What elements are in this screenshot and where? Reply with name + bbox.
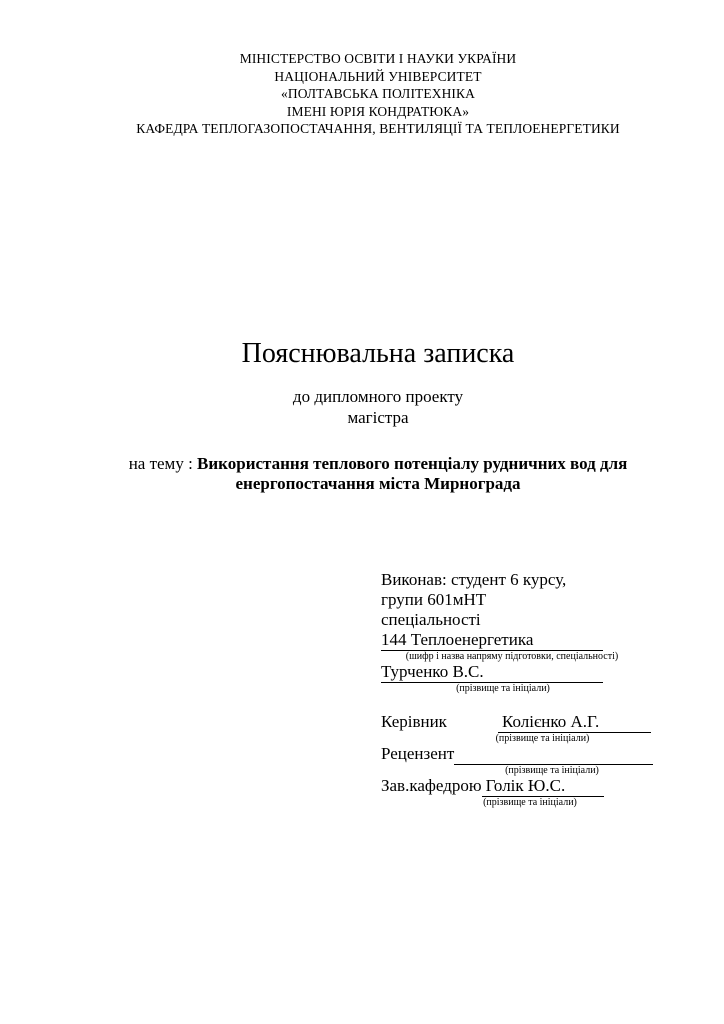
executor-line-specialty: спеціальності [381, 610, 481, 629]
reviewer-row [381, 744, 653, 765]
theme-line-1 [60, 454, 696, 474]
theme-label: на тему : [128, 454, 198, 473]
executor-name-caption: (прізвище та ініціали) [456, 683, 550, 694]
theme-section [60, 454, 696, 494]
reviewer-caption: (прізвище та ініціали) [505, 765, 599, 776]
header-line-university: НАЦІОНАЛЬНИЙ УНІВЕРСИТЕТ [274, 68, 482, 84]
header-line-named: ІМЕНІ ЮРІЯ КОНДРАТЮКА» [286, 103, 470, 119]
department-head-caption: (прізвище та ініціали) [483, 797, 577, 808]
header-line-polytech: «ПОЛТАВСЬКА ПОЛІТЕХНІКА [281, 86, 475, 101]
header-line-ministry: МІНІСТЕРСТВО ОСВІТИ І НАУКИ УКРАЇНИ [239, 51, 517, 66]
subtitle-line-project: до дипломного проекту [292, 387, 464, 406]
department-head-row [381, 776, 653, 797]
executor-line-group: групи 601мНТ [381, 590, 487, 609]
executor-section [381, 570, 671, 808]
department-head-name-field: Голік Ю.С. [482, 776, 604, 797]
supervisor-caption: (прізвище та ініціали) [495, 733, 590, 744]
supervisor-name-field: Колієнко А.Г. [498, 712, 651, 733]
supervisor-row [381, 712, 653, 733]
subtitle-line-degree: магістра [347, 408, 409, 427]
specialty-caption: (шифр і назва напряму підготовки, спеціальності) [405, 651, 619, 662]
institution-header [60, 50, 696, 138]
theme-title-part1: Використання теплового потенціалу рудничних вод для [197, 454, 628, 473]
document-title: Пояснювальна записка [241, 338, 515, 369]
specialty-field: 144 Теплоенергетика [381, 630, 603, 651]
reviewer-name-field [454, 744, 653, 765]
executor-name-field: Турченко В.С. [381, 662, 603, 683]
executor-line-student: Виконав: студент 6 курсу, [381, 570, 567, 589]
header-line-department: КАФЕДРА ТЕПЛОГАЗОПОСТАЧАННЯ, ВЕНТИЛЯЦІЇ ТА ТЕПЛОЕНЕРГЕТИКИ [136, 121, 620, 136]
signatures-section [381, 712, 671, 808]
theme-title-part2: енергопостачання міста Мирнограда [235, 474, 521, 493]
department-head-label: Зав.кафедрою [381, 776, 482, 795]
reviewer-label: Рецензент [381, 744, 455, 763]
document-subtitle [60, 386, 696, 428]
supervisor-label: Керівник [381, 712, 447, 731]
